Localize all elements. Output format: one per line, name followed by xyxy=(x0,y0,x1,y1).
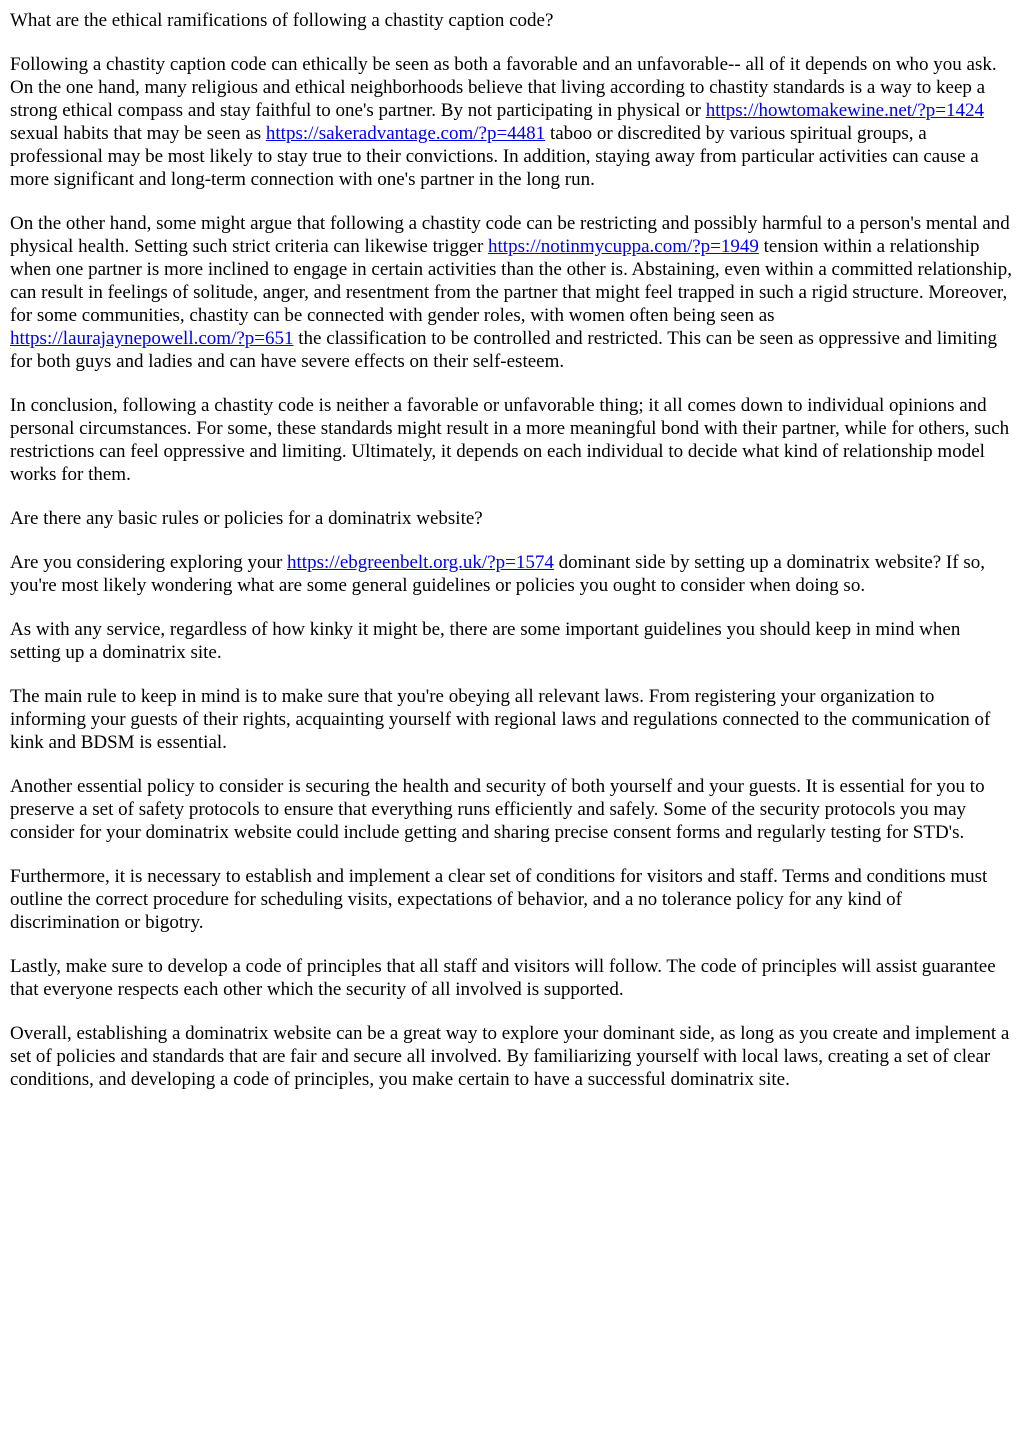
paragraph-text: Another essential policy to consider is securing the health and security of both yourself and your guests. It is essential for you to preserve a set of safety protocols to ensure that everything runs efficiently and safely. Some of the security protocols you may consider for your dominatrix website could include getting and sharing precise consent forms and regularly testing for STD's. xyxy=(10,776,985,843)
article-body xyxy=(10,9,1014,1091)
paragraph-overall xyxy=(10,1022,1014,1091)
paragraph-conditions xyxy=(10,865,1014,934)
paragraph-text: The main rule to keep in mind is to make sure that you're obeying all relevant laws. From registering your organization to informing your guests of their rights, acquainting yourself with regional laws and regulations connected to the communication of kink and BDSM is essential. xyxy=(10,686,991,753)
link-sakeradvantage[interactable]: https://sakeradvantage.com/?p=4481 xyxy=(265,123,546,144)
paragraph-text: As with any service, regardless of how kinky it might be, there are some important guidelines you should keep in mind when setting up a dominatrix site. xyxy=(10,619,961,663)
link-notinmycuppa[interactable]: https://notinmycuppa.com/?p=1949 xyxy=(488,236,759,257)
paragraph-text: sexual habits that may be seen as xyxy=(10,123,266,144)
question-heading-dominatrix xyxy=(10,507,1014,530)
paragraph-text: dominant side by setting up a dominatrix website? If so, you're most likely wondering what are some general guidelines or policies you ought to consider when doing so. xyxy=(10,552,985,596)
paragraph-conclusion xyxy=(10,394,1014,486)
paragraph-laws xyxy=(10,685,1014,754)
link-laurajaynepowell[interactable]: https://laurajaynepowell.com/?p=651 xyxy=(10,328,294,349)
paragraph-safety xyxy=(10,775,1014,844)
paragraph-text: the classification to be controlled and restricted. This can be seen as oppressive and limiting for both guys and ladies and can have severe effects on their self-esteem. xyxy=(10,328,998,372)
paragraph-text: Overall, establishing a dominatrix website can be a great way to explore your dominant side, as long as you create and implement a set of policies and standards that are fair and secure all involved. By familiarizing yourself with local laws, creating a set of clear conditions, and developing a code of principles, you make certain to have a successful dominatrix site. xyxy=(10,1023,1010,1090)
paragraph-considering xyxy=(10,551,1014,597)
paragraph-text: taboo or discredited by various spiritual groups, a professional may be most likely to stay true to their convictions. In addition, staying away from particular activities can cause a more significant and long-term connection with one's partner in the long run. xyxy=(10,123,979,190)
paragraph-text: tension within a relationship when one partner is more inclined to engage in certain activities than the other is. Abstaining, even within a committed relationship, can result in feelings of solitude, anger, and resentment from the partner that might feel trapped in such a rigid structure. Moreover, for some communities, chastity can be connected with gender roles, with women often being seen as xyxy=(10,236,1012,326)
paragraph-text: On the other hand, some might argue that following a chastity code can be restricting and possibly harmful to a person's mental and physical health. Setting such strict criteria can likewise trigger xyxy=(10,213,1010,257)
paragraph-text: Furthermore, it is necessary to establish and implement a clear set of conditions for visitors and staff. Terms and conditions must outline the correct procedure for scheduling visits, expectations of behavior, and a no tolerance policy for any kind of discrimination or bigotry. xyxy=(10,866,988,933)
paragraph-text: Lastly, make sure to develop a code of principles that all staff and visitors will follow. The code of principles will assist guarantee that everyone respects each other which the security of all involved is supported. xyxy=(10,956,996,1000)
paragraph-text: Are you considering exploring your xyxy=(10,552,288,573)
paragraph-other-hand xyxy=(10,212,1014,373)
paragraph-code-of-principles xyxy=(10,955,1014,1001)
link-howtomakewine[interactable]: https://howtomakewine.net/?p=1424 xyxy=(705,100,984,121)
question-text: Are there any basic rules or policies for a dominatrix website? xyxy=(10,508,483,529)
question-heading-chastity xyxy=(10,9,1014,32)
paragraph-text: In conclusion, following a chastity code is neither a favorable or unfavorable thing; it all comes down to individual opinions and personal circumstances. For some, these standards might result in a more meaningful bond with their partner, while for others, such restrictions can feel oppressive and limiting. Ultimately, it depends on each individual to decide what kind of relationship model works for them. xyxy=(10,395,1010,485)
link-ebgreenbelt[interactable]: https://ebgreenbelt.org.uk/?p=1574 xyxy=(287,552,554,573)
paragraph-text: Following a chastity caption code can ethically be seen as both a favorable and an unfavorable-- all of it depends on who you ask. On the one hand, many religious and ethical neighborhoods believe that living according to chastity standards is a way to keep a strong ethical compass and stay faithful to one's partner. By not participating in physical or xyxy=(10,54,997,121)
paragraph-chastity-ethics xyxy=(10,53,1014,191)
question-text: What are the ethical ramifications of following a chastity caption code? xyxy=(10,10,554,31)
paragraph-guidelines xyxy=(10,618,1014,664)
